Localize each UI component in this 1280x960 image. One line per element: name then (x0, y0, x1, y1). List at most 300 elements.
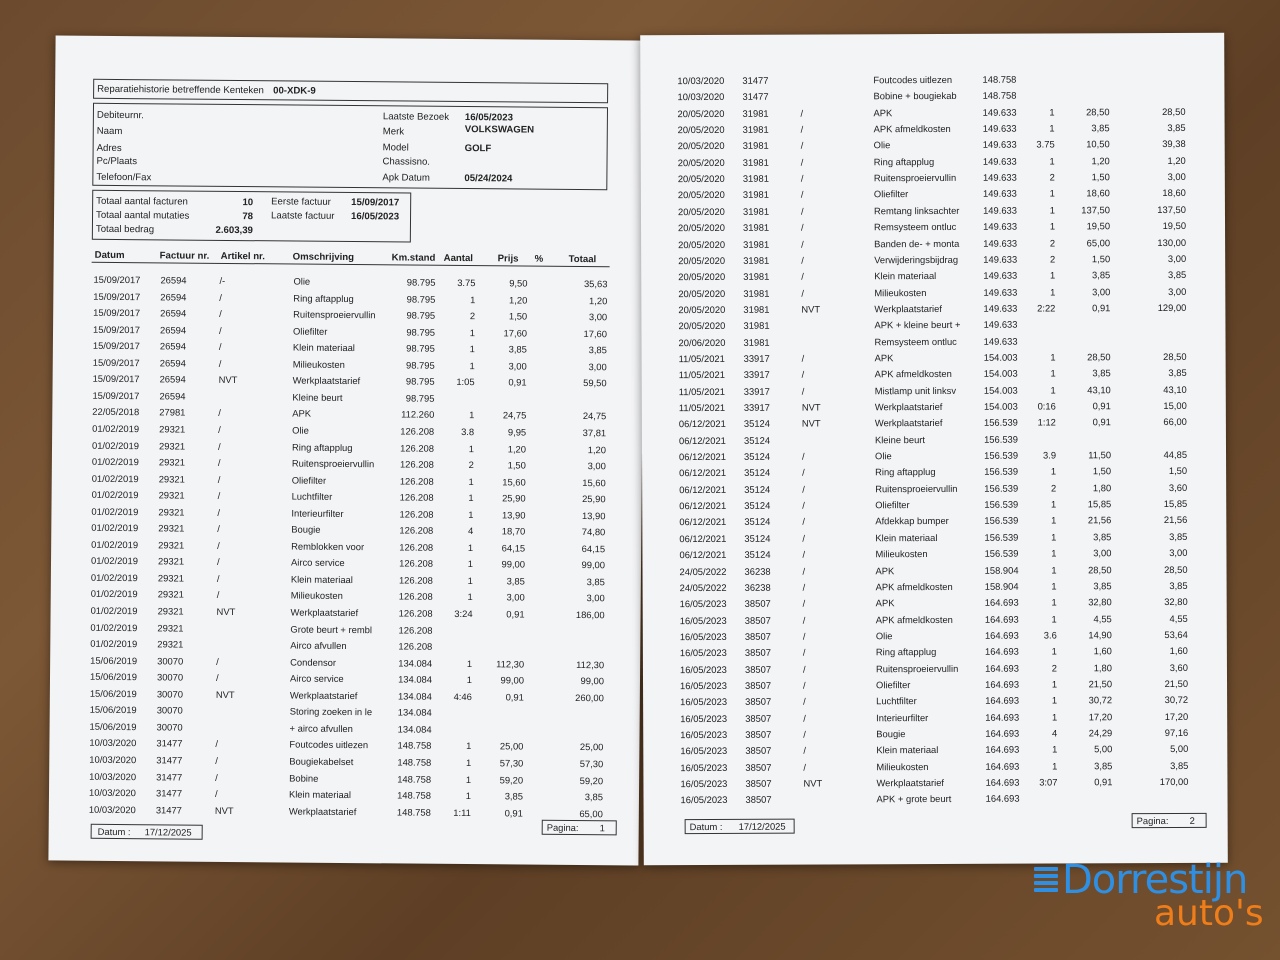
cell-invoice: 31477 (156, 737, 183, 749)
cell-article: / (218, 324, 222, 336)
footer-date-box (685, 819, 795, 834)
cell-km: 126.208 (399, 491, 434, 503)
cell-date: 20/05/2020 (677, 189, 725, 201)
cell-article: NVT (801, 401, 821, 413)
cell-article: / (802, 565, 806, 577)
cell-total: 3,60 (1169, 661, 1188, 673)
cell-qty: 1 (1051, 596, 1057, 608)
cell-total: 24,75 (582, 410, 607, 422)
cell-description: Klein materiaal (292, 341, 355, 354)
cell-date: 11/05/2021 (678, 385, 726, 397)
cell-price: 15,85 (1087, 498, 1112, 510)
cell-qty: 1 (467, 574, 473, 586)
cell-km: 98.795 (406, 326, 436, 338)
cell-qty: 1 (1051, 547, 1057, 559)
cell-total: 3,00 (588, 360, 607, 373)
cell-total: 57,30 (579, 757, 604, 770)
totals-value: 10 (242, 197, 254, 209)
cell-total: 3,00 (1167, 170, 1186, 183)
cell-invoice: 31981 (743, 336, 770, 348)
info-label: Model (382, 142, 409, 154)
cell-km: 126.208 (399, 508, 434, 520)
cell-price: 11,50 (1088, 449, 1112, 461)
cell-description: Ruitensproeiervullin (293, 308, 376, 321)
cell-description: Afdekkap bumper (875, 515, 949, 527)
cell-invoice: 35124 (743, 434, 771, 446)
info-label: Telefoon/Fax (96, 171, 152, 184)
kenteken: 00-XDK-9 (273, 85, 316, 97)
cell-description: APK afmeldkosten (873, 122, 951, 135)
col-header: % (534, 253, 544, 265)
cell-description: Remsysteem ontluc (874, 335, 957, 347)
footer-date-box (91, 824, 203, 840)
cell-price: 3,85 (1093, 531, 1112, 543)
cell-price: 65,00 (1086, 236, 1111, 248)
cell-date: 01/02/2019 (90, 621, 138, 633)
cell-date: 01/02/2019 (90, 571, 138, 584)
totals-label: Laatste factuur (270, 210, 335, 222)
cell-article: / (802, 646, 806, 658)
cell-description: Olie (875, 450, 892, 462)
cell-total: 5,00 (1170, 743, 1189, 755)
cell-price: 24,75 (502, 409, 527, 421)
cell-date: 20/05/2020 (677, 123, 725, 136)
footer-page-label: Pagina: (546, 821, 579, 834)
cell-qty: 3.75 (457, 276, 476, 289)
cell-article: / (217, 456, 221, 468)
cell-invoice: 29321 (157, 605, 184, 617)
cell-km: 149.633 (982, 139, 1017, 151)
cell-date: 15/06/2019 (89, 670, 137, 683)
cell-qty: 1 (1051, 563, 1057, 575)
cell-price: 13,90 (501, 509, 526, 521)
cell-article: / (803, 712, 806, 724)
cell-km: 164.693 (985, 760, 1020, 772)
cell-qty: 1 (1051, 514, 1057, 526)
table-row (643, 790, 1227, 809)
cell-km: 154.003 (983, 351, 1018, 363)
cell-description: Milieukosten (875, 548, 928, 560)
cell-article: / (801, 270, 804, 282)
cell-total: 3,00 (587, 460, 606, 472)
cell-article: / (800, 205, 804, 217)
cell-date: 20/05/2020 (677, 140, 725, 152)
cell-invoice: 38507 (745, 679, 772, 691)
cell-qty: 1 (469, 343, 475, 355)
cell-qty: 3.6 (1043, 629, 1057, 641)
cell-description: Luchtfilter (876, 695, 917, 707)
cell-invoice: 33917 (743, 385, 770, 397)
info-label: Laatste Bezoek (382, 111, 450, 123)
page-2 (640, 33, 1228, 866)
cell-article: / (802, 483, 805, 495)
cell-description: Klein materiaal (875, 531, 938, 544)
cell-description: Remblokken voor (291, 540, 365, 552)
cell-invoice: 29321 (158, 439, 186, 452)
cell-km: 158.904 (984, 564, 1019, 576)
cell-price: 1,50 (1091, 171, 1110, 183)
cell-km: 156.539 (984, 482, 1019, 494)
cell-total: 35,63 (583, 278, 608, 290)
cell-date: 16/05/2023 (679, 647, 727, 659)
footer-page: 1 (599, 822, 605, 834)
cell-article: / (215, 771, 218, 783)
cell-description: Milieukosten (874, 286, 927, 298)
cell-description: Bobine (289, 772, 319, 784)
cell-total: 1,60 (1169, 645, 1188, 657)
cell-km: 126.208 (398, 640, 433, 652)
col-header: Totaal (568, 253, 597, 266)
cell-price: 1,50 (508, 310, 528, 322)
cell-description: Ring aftapplug (291, 441, 353, 453)
cell-description: Condensor (290, 656, 337, 668)
cell-description: Bougiekabelset (289, 755, 354, 768)
cell-description: Ruitensproeiervullin (873, 171, 957, 184)
info-box (92, 103, 608, 190)
cell-article: / (802, 663, 806, 675)
cell-article: / (801, 368, 805, 380)
cell-qty: 1 (469, 409, 475, 421)
cell-km: 134.084 (398, 657, 433, 669)
cell-invoice: 31981 (743, 303, 770, 315)
cell-invoice: 26594 (160, 290, 187, 303)
cell-qty: 1 (1051, 711, 1058, 723)
info-value: VOLKSWAGEN (464, 124, 535, 136)
cell-qty: 1 (1049, 106, 1055, 118)
cell-price: 59,20 (499, 773, 524, 786)
cell-description: Werkplaatstarief (292, 374, 361, 387)
cell-km: 134.084 (397, 690, 432, 702)
cell-invoice: 31981 (742, 156, 769, 168)
cell-price: 3,00 (506, 591, 525, 603)
cell-date: 06/12/2021 (679, 500, 727, 512)
cell-qty: 1 (470, 293, 476, 305)
cell-total: 59,20 (579, 774, 604, 786)
cell-price: 32,80 (1088, 596, 1112, 608)
cell-description: APK afmeldkosten (875, 580, 953, 593)
cell-description: Ring aftapplug (873, 155, 935, 168)
cell-date: 06/12/2021 (678, 434, 726, 446)
totals-box (92, 190, 411, 243)
cell-date: 20/05/2020 (678, 320, 726, 332)
cell-total: 13,90 (581, 509, 606, 521)
cell-qty: 1 (1052, 743, 1058, 755)
cell-date: 15/06/2019 (89, 704, 137, 716)
cell-description: APK afmeldkosten (874, 368, 952, 380)
cell-price: 99,00 (501, 558, 526, 570)
cell-price: 43,10 (1087, 383, 1111, 395)
cell-qty: 2 (1050, 482, 1057, 494)
cell-date: 16/05/2023 (680, 777, 728, 790)
cell-price: 0,91 (1094, 776, 1113, 788)
cell-invoice: 31477 (155, 787, 183, 799)
cell-km: 164.693 (985, 743, 1020, 756)
cell-price: 3,85 (1091, 122, 1110, 134)
cell-description: Storing zoeken in le (289, 705, 373, 718)
cell-km: 126.208 (398, 607, 433, 619)
cell-date: 01/02/2019 (90, 555, 138, 567)
cell-km: 149.633 (983, 237, 1018, 249)
footer-date-label: Datum : (689, 820, 723, 833)
title-label: Reparatiehistorie betreffende Kenteken (97, 83, 264, 97)
cell-km: 149.633 (983, 302, 1018, 314)
cell-qty: 1 (1051, 645, 1057, 657)
cell-qty: 3.9 (1042, 449, 1057, 461)
cell-date: 20/06/2020 (678, 336, 726, 348)
cell-km: 148.758 (396, 806, 431, 818)
cell-km: 126.208 (399, 475, 434, 487)
cell-invoice: 38507 (745, 728, 772, 740)
cell-description: Ring aftapplug (293, 292, 354, 304)
cell-qty: 2 (1051, 662, 1057, 674)
cell-invoice: 30070 (156, 671, 184, 683)
cell-invoice: 36238 (744, 581, 771, 593)
cell-article: / (800, 172, 804, 184)
cell-price: 1,80 (1092, 481, 1112, 494)
cell-invoice: 31477 (156, 754, 183, 766)
cell-km: 98.795 (406, 276, 436, 288)
cell-invoice: 35124 (744, 516, 771, 528)
cell-article: / (801, 385, 805, 397)
cell-invoice: 31477 (742, 91, 769, 103)
cell-date: 15/09/2017 (93, 273, 141, 286)
cell-total: 30,72 (1164, 694, 1189, 706)
cell-invoice: 33917 (743, 401, 770, 413)
cell-total: 28,50 (1162, 105, 1186, 117)
cell-total: 3,00 (588, 311, 608, 323)
footer-page-box (542, 820, 617, 836)
cell-price: 0,91 (1092, 302, 1111, 314)
cell-qty: 1 (466, 674, 473, 686)
cell-article: NVT (801, 303, 821, 315)
cell-qty: 3:07 (1039, 776, 1058, 788)
cell-date: 16/05/2023 (680, 679, 727, 692)
cell-qty: 1 (1050, 384, 1056, 396)
cell-qty: 1 (467, 558, 474, 570)
cell-qty: 3.75 (1036, 138, 1055, 150)
cell-invoice: 29321 (157, 588, 184, 601)
cell-article: / (802, 597, 806, 609)
cell-total: 3,85 (1168, 367, 1187, 379)
footer-page: 2 (1189, 814, 1195, 826)
footer-date: 17/12/2025 (738, 820, 786, 832)
cell-km: 134.084 (398, 673, 433, 685)
cell-date: 11/05/2021 (678, 369, 725, 381)
cell-article: / (217, 440, 221, 452)
cell-invoice: 31981 (743, 238, 770, 250)
cell-article: / (800, 156, 804, 168)
cell-invoice: 31981 (743, 254, 770, 266)
cell-price: 21,50 (1088, 678, 1113, 690)
cell-price: 18,70 (501, 525, 526, 537)
cell-price: 3,00 (508, 360, 527, 372)
cell-date: 15/06/2019 (89, 687, 137, 699)
cell-km: 126.208 (400, 441, 435, 454)
cell-date: 10/03/2020 (677, 91, 725, 103)
cell-km: 98.795 (405, 375, 435, 388)
cell-qty: 2 (1049, 253, 1056, 265)
cell-km: 149.633 (983, 318, 1018, 331)
cell-invoice: 35124 (743, 418, 770, 430)
cell-invoice: 35124 (744, 483, 771, 495)
cell-description: Foutcodes uitlezen (289, 738, 369, 751)
cell-article: / (801, 254, 804, 266)
cell-qty: 1 (465, 773, 472, 785)
cell-km: 154.003 (983, 400, 1018, 412)
cell-total: 1,20 (589, 294, 608, 306)
cell-qty: 1 (467, 541, 474, 553)
cell-price: 0,91 (504, 806, 523, 819)
cell-description: Werkplaatstarief (874, 400, 943, 413)
cell-date: 20/05/2020 (678, 254, 726, 266)
cell-invoice: 35124 (744, 450, 771, 462)
cell-description: Airco afvullen (290, 639, 347, 652)
cell-invoice: 26594 (159, 390, 186, 402)
cell-km: 164.693 (985, 662, 1019, 674)
cell-article: / (802, 581, 806, 593)
cell-total: 32,80 (1164, 596, 1188, 608)
cell-description: Milieukosten (290, 589, 343, 602)
cell-total: 19,50 (1162, 220, 1187, 232)
cell-description: Olie (292, 424, 309, 436)
cell-description: Verwijderingsbijdrag (874, 253, 959, 266)
cell-total: 25,00 (579, 741, 604, 753)
cell-km: 126.208 (398, 590, 433, 603)
col-header: Omschrijving (292, 251, 355, 264)
cell-date: 16/05/2023 (679, 598, 727, 610)
cell-total: 3,85 (584, 791, 604, 803)
cell-km: 112.260 (401, 408, 435, 421)
cell-invoice: 29321 (159, 423, 186, 435)
cell-date: 01/02/2019 (92, 422, 140, 435)
info-label: Debiteurnr. (96, 109, 144, 122)
cell-description: Ring aftapplug (875, 646, 937, 658)
cell-date: 15/09/2017 (93, 290, 141, 302)
cell-article: / (803, 744, 806, 756)
cell-total: 21,50 (1164, 677, 1189, 689)
cell-article: / (215, 672, 219, 684)
cell-price: 1,20 (509, 293, 528, 306)
cell-km: 156.539 (984, 547, 1019, 559)
cell-qty: 1 (1049, 155, 1055, 167)
cell-km: 126.208 (400, 425, 435, 437)
cell-date: 11/05/2021 (678, 401, 726, 414)
cell-invoice: 31981 (743, 319, 770, 332)
cell-km: 126.208 (398, 574, 433, 586)
title-box (93, 79, 608, 103)
cell-description: Foutcodes uitlezen (873, 73, 953, 86)
cell-km: 149.633 (982, 106, 1017, 118)
cell-km: 148.758 (397, 739, 432, 752)
cell-km: 148.758 (397, 756, 432, 768)
footer-page-label: Pagina: (1136, 814, 1169, 827)
cell-invoice: 29321 (158, 539, 185, 551)
cell-total: 1,20 (1167, 154, 1186, 166)
cell-article: / (800, 123, 804, 135)
footer-page-box (1132, 813, 1207, 828)
logo-text-top: Dorrestijn (1062, 857, 1248, 903)
cell-total: 3,85 (1169, 530, 1188, 542)
cell-km: 149.633 (983, 220, 1018, 232)
cell-invoice: 31981 (742, 205, 770, 217)
cell-price: 17,60 (503, 327, 528, 339)
cell-description: Ruitensproeiervullin (875, 662, 959, 674)
cell-date: 20/05/2020 (677, 205, 725, 217)
cell-date: 15/09/2017 (92, 389, 140, 402)
cell-invoice: 30070 (156, 704, 183, 716)
cell-description: APK afmeldkosten (875, 613, 953, 625)
cell-invoice: 38507 (744, 597, 771, 610)
cell-km: 149.633 (983, 286, 1018, 298)
cell-date: 10/03/2020 (89, 770, 137, 782)
cell-qty: 1 (1051, 613, 1057, 625)
cell-total: 28,50 (1163, 350, 1187, 362)
info-label: Adres (96, 142, 122, 155)
cell-invoice: 35124 (744, 499, 771, 511)
cell-qty: 1 (1050, 367, 1056, 379)
cell-km: 156.539 (983, 416, 1018, 429)
cell-description: Oliefilter (292, 325, 328, 337)
cell-km: 164.693 (984, 645, 1019, 658)
col-header: Datum (94, 249, 125, 262)
cell-description: Werkplaatstarief (876, 777, 945, 789)
cell-article: / (801, 221, 804, 233)
cell-total: 37,81 (582, 426, 607, 439)
cell-description: Milieukosten (876, 760, 929, 772)
cell-article: / (219, 291, 222, 303)
footer-date: 17/12/2025 (144, 826, 192, 838)
cell-invoice: 35124 (744, 548, 771, 560)
cell-total: 186,00 (575, 609, 605, 621)
cell-article: NVT (801, 417, 821, 429)
cell-description: Mistlamp unit linksv (874, 384, 957, 396)
cell-article: NVT (215, 688, 235, 700)
cell-invoice: 31981 (742, 140, 769, 152)
cell-invoice: 38507 (745, 745, 772, 757)
cell-qty: 1 (1049, 269, 1056, 281)
cell-km: 148.758 (982, 89, 1017, 102)
cell-km: 156.539 (984, 515, 1019, 527)
cell-km: 148.758 (397, 789, 432, 801)
cell-qty: 1 (1050, 465, 1057, 477)
cell-km: 164.693 (985, 711, 1020, 723)
cell-total: 28,50 (1164, 563, 1188, 575)
cell-total: 3,85 (588, 344, 607, 356)
cell-date: 16/05/2023 (680, 794, 728, 806)
cell-description: APK (875, 597, 895, 609)
cell-date: 16/05/2023 (680, 696, 728, 708)
cell-qty: 4:46 (453, 690, 472, 702)
cell-total: 3,85 (1170, 759, 1189, 771)
cell-total: 66,00 (1163, 416, 1187, 428)
cell-price: 137,50 (1081, 204, 1110, 216)
footer-date-label: Datum : (97, 825, 131, 838)
cell-km: 156.539 (984, 531, 1019, 543)
cell-date: 01/02/2019 (91, 439, 140, 451)
cell-article: / (800, 139, 804, 151)
cell-article: / (214, 787, 218, 799)
cell-article: NVT (803, 777, 823, 789)
cell-km: 149.633 (983, 253, 1018, 265)
cell-description: Ruitensproeiervullin (291, 457, 375, 470)
cell-article: / (802, 532, 806, 544)
cell-qty: 2 (1049, 171, 1055, 183)
cell-date: 15/09/2017 (92, 356, 140, 368)
cell-article: / (216, 572, 220, 584)
cell-price: 30,72 (1088, 694, 1113, 706)
cell-invoice: 35124 (744, 467, 771, 479)
cell-date: 06/12/2021 (679, 516, 727, 528)
